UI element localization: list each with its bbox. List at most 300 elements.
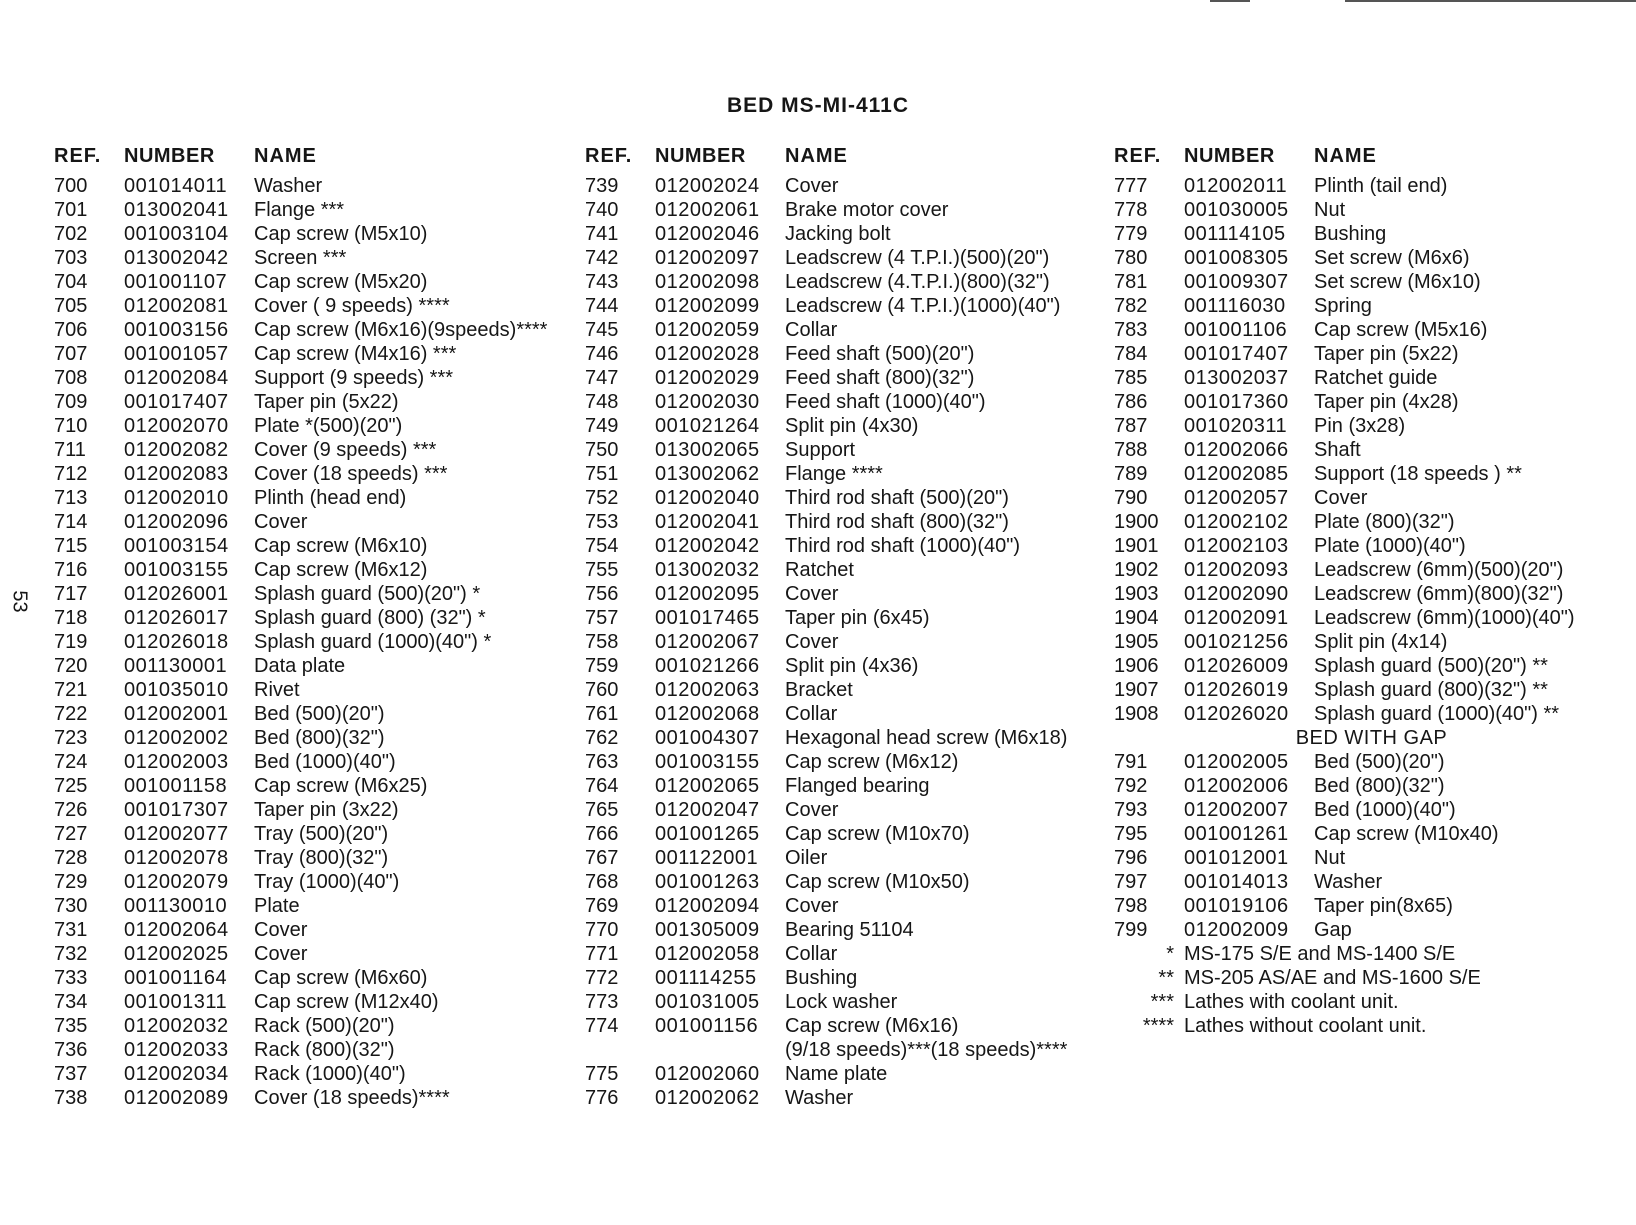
table-row [585, 510, 1095, 534]
table-row [585, 1038, 1095, 1062]
part-name: Tray (1000)(40") [254, 871, 400, 893]
part-ref: 796 [1114, 847, 1148, 869]
table-row [1114, 678, 1629, 702]
part-name: Taper pin (6x45) [785, 607, 930, 629]
part-number: 012026001 [124, 583, 229, 605]
part-number: 012002033 [124, 1039, 229, 1061]
part-name: Bed (800)(32") [1314, 775, 1445, 797]
part-number: 012002065 [655, 775, 760, 797]
part-name: Washer [1314, 871, 1383, 893]
part-name: Support (18 speeds ) ** [1314, 463, 1522, 485]
table-row [585, 366, 1095, 390]
part-number: 012002046 [655, 223, 760, 245]
table-row [585, 558, 1095, 582]
part-number: 012002066 [1184, 439, 1289, 461]
part-name: Cap screw (M12x40) [254, 991, 439, 1013]
part-number: 001122001 [655, 847, 759, 869]
part-number: 012002103 [1184, 535, 1289, 557]
part-number: 001305009 [655, 919, 760, 941]
part-number: 001030005 [1184, 199, 1289, 221]
part-ref: 788 [1114, 439, 1148, 461]
part-ref: 789 [1114, 463, 1148, 485]
part-number: 001116030 [1184, 295, 1286, 317]
part-number: 012002006 [1184, 775, 1289, 797]
part-name: Bed (1000)(40") [1314, 799, 1456, 821]
part-number: 001017307 [124, 799, 229, 821]
part-ref: 745 [585, 319, 619, 341]
part-ref: 750 [585, 439, 619, 461]
part-number: 012002102 [1184, 511, 1289, 533]
part-ref: 767 [585, 847, 619, 869]
part-number: 012002060 [655, 1063, 760, 1085]
part-number: 012026019 [1184, 679, 1289, 701]
table-row [1114, 702, 1629, 726]
part-number: 012002083 [124, 463, 229, 485]
part-name: Plinth (tail end) [1314, 175, 1448, 197]
part-number: 001001261 [1184, 823, 1289, 845]
part-number: 012002090 [1184, 583, 1289, 605]
part-number: 001020311 [1184, 415, 1288, 437]
part-number: 012002095 [655, 583, 760, 605]
part-name: Cap screw (M5x10) [254, 223, 428, 245]
part-name: Cap screw (M6x10) [254, 535, 428, 557]
part-ref: 733 [54, 967, 88, 989]
part-name: Jacking bolt [785, 223, 891, 245]
table-row [1114, 846, 1629, 870]
part-ref: 757 [585, 607, 619, 629]
part-ref: 1903 [1114, 583, 1159, 605]
part-name: Leadscrew (6mm)(1000)(40") [1314, 607, 1575, 629]
part-ref: 769 [585, 895, 619, 917]
table-row [54, 438, 574, 462]
part-number: 001009307 [1184, 271, 1289, 293]
part-ref: 783 [1114, 319, 1148, 341]
top-rule-left [1210, 0, 1250, 2]
part-number: 012002010 [124, 487, 229, 509]
table-row [54, 1062, 574, 1086]
part-ref: 716 [54, 559, 88, 581]
part-name: Support (9 speeds) *** [254, 367, 454, 389]
table-row [585, 1062, 1095, 1086]
table-row [585, 678, 1095, 702]
part-number: 012002005 [1184, 751, 1289, 773]
part-name: Bed (1000)(40") [254, 751, 396, 773]
part-ref: 782 [1114, 295, 1148, 317]
column-header [1114, 138, 1629, 174]
header-number: NUMBER [1184, 145, 1275, 167]
table-row [54, 702, 574, 726]
table-row [585, 246, 1095, 270]
part-name: Nut [1314, 199, 1346, 221]
part-name: Set screw (M6x6) [1314, 247, 1470, 269]
part-ref: 1907 [1114, 679, 1159, 701]
part-ref: 709 [54, 391, 88, 413]
part-name: Ratchet guide [1314, 367, 1438, 389]
part-name: Taper pin(8x65) [1314, 895, 1453, 917]
table-row [585, 870, 1095, 894]
part-name: Cover [1314, 487, 1368, 509]
table-row [1114, 822, 1629, 846]
part-number: 001017360 [1184, 391, 1289, 413]
part-name: Plate [254, 895, 300, 917]
part-number: 012002024 [655, 175, 760, 197]
part-name: (9/18 speeds)***(18 speeds)**** [785, 1039, 1068, 1061]
part-name: Name plate [785, 1063, 888, 1085]
header-number: NUMBER [124, 145, 215, 167]
part-ref: 713 [54, 487, 88, 509]
table-row [1114, 510, 1629, 534]
part-number: 012002097 [655, 247, 760, 269]
part-name: Cap screw (M4x16) *** [254, 343, 457, 365]
part-name: Set screw (M6x10) [1314, 271, 1481, 293]
part-number: 012002084 [124, 367, 229, 389]
table-row [585, 894, 1095, 918]
part-name: Splash guard (800) (32") * [254, 607, 486, 629]
part-number: 012002002 [124, 727, 229, 749]
table-row [585, 462, 1095, 486]
part-name: Taper pin (3x22) [254, 799, 399, 821]
part-ref: 784 [1114, 343, 1148, 365]
part-ref: 772 [585, 967, 619, 989]
footnote [1114, 966, 1629, 990]
part-name: Plinth (head end) [254, 487, 407, 509]
part-number: 001012001 [1184, 847, 1289, 869]
part-ref: 753 [585, 511, 619, 533]
header-ref: REF. [1114, 145, 1162, 167]
table-row [54, 294, 574, 318]
table-row [54, 174, 574, 198]
part-ref: 756 [585, 583, 619, 605]
part-ref: 718 [54, 607, 88, 629]
part-number: 012002089 [124, 1087, 229, 1109]
table-row [585, 822, 1095, 846]
header-name: NAME [1314, 145, 1377, 167]
part-number: 012002070 [124, 415, 229, 437]
part-number: 001001107 [124, 271, 228, 293]
part-number: 012002093 [1184, 559, 1289, 581]
part-ref: 700 [54, 175, 88, 197]
part-name: Cover [254, 511, 308, 533]
part-number: 012026020 [1184, 703, 1289, 725]
parts-column-1 [54, 138, 574, 1110]
page-number: 53 [8, 590, 31, 613]
footnote-text: MS-205 AS/AE and MS-1600 S/E [1184, 967, 1481, 989]
part-number: 012002001 [124, 703, 229, 725]
part-name: Collar [785, 319, 838, 341]
table-row [54, 798, 574, 822]
part-number: 001021256 [1184, 631, 1289, 653]
part-name: Cap screw (M6x12) [785, 751, 959, 773]
table-row [1114, 318, 1629, 342]
part-number: 001017407 [124, 391, 229, 413]
table-row [585, 582, 1095, 606]
part-name: Plate (1000)(40") [1314, 535, 1466, 557]
part-name: Cap screw (M6x25) [254, 775, 428, 797]
part-ref: 702 [54, 223, 88, 245]
table-row [1114, 198, 1629, 222]
parts-column-2 [585, 138, 1095, 1110]
part-ref: 728 [54, 847, 88, 869]
table-row [54, 630, 574, 654]
table-row [1114, 918, 1629, 942]
part-name: Feed shaft (500)(20") [785, 343, 975, 365]
part-name: Cover [254, 919, 308, 941]
part-ref: 743 [585, 271, 619, 293]
part-name: Bearing 51104 [785, 919, 914, 941]
part-name: Nut [1314, 847, 1346, 869]
part-name: Feed shaft (800)(32") [785, 367, 975, 389]
part-ref: 711 [54, 439, 86, 461]
part-ref: 723 [54, 727, 88, 749]
table-row [1114, 582, 1629, 606]
header-number: NUMBER [655, 145, 746, 167]
part-number: 012002029 [655, 367, 760, 389]
part-ref: 1901 [1114, 535, 1159, 557]
parts-list-gap [1114, 750, 1629, 942]
part-ref: 1902 [1114, 559, 1159, 581]
part-number: 012026018 [124, 631, 229, 653]
part-number: 012002034 [124, 1063, 229, 1085]
part-ref: 701 [54, 199, 88, 221]
footnote [1114, 990, 1629, 1014]
part-ref: 708 [54, 367, 88, 389]
table-row [54, 270, 574, 294]
part-ref: 705 [54, 295, 88, 317]
part-ref: 762 [585, 727, 619, 749]
part-ref: 780 [1114, 247, 1148, 269]
table-row [54, 558, 574, 582]
part-number: 012002067 [655, 631, 760, 653]
part-ref: 770 [585, 919, 619, 941]
part-name: Support [785, 439, 856, 461]
part-ref: 747 [585, 367, 619, 389]
part-name: Bushing [785, 967, 858, 989]
part-name: Taper pin (4x28) [1314, 391, 1459, 413]
part-name: Rack (1000)(40") [254, 1063, 406, 1085]
part-ref: 724 [54, 751, 88, 773]
part-number: 001114255 [655, 967, 757, 989]
part-name: Rivet [254, 679, 300, 701]
table-row [585, 342, 1095, 366]
part-ref: 761 [585, 703, 619, 725]
part-ref: 768 [585, 871, 619, 893]
footnote-text: Lathes with coolant unit. [1184, 991, 1399, 1013]
table-row [1114, 630, 1629, 654]
part-name: Spring [1314, 295, 1372, 317]
table-row [54, 606, 574, 630]
part-number: 001014011 [124, 175, 228, 197]
table-row [54, 750, 574, 774]
part-name: Collar [785, 943, 838, 965]
part-ref: 771 [585, 943, 619, 965]
part-number: 001001158 [124, 775, 228, 797]
column-header [54, 138, 574, 174]
part-number: 012002082 [124, 439, 229, 461]
part-ref: 704 [54, 271, 88, 293]
part-name: Leadscrew (6mm)(800)(32") [1314, 583, 1564, 605]
part-name: Cap screw (M10x50) [785, 871, 970, 893]
part-ref: 731 [54, 919, 88, 941]
part-ref: 722 [54, 703, 88, 725]
part-ref: 717 [54, 583, 88, 605]
part-ref: 779 [1114, 223, 1148, 245]
part-number: 012002025 [124, 943, 229, 965]
part-ref: 739 [585, 175, 619, 197]
part-ref: 721 [54, 679, 88, 701]
table-row [54, 822, 574, 846]
part-ref: 765 [585, 799, 619, 821]
table-row [1114, 366, 1629, 390]
footnote-mark: ** [1158, 967, 1174, 989]
part-number: 001021264 [655, 415, 760, 437]
part-name: Oiler [785, 847, 828, 869]
part-number: 001003155 [124, 559, 229, 581]
part-number: 012002030 [655, 391, 760, 413]
part-number: 001001156 [655, 1015, 759, 1037]
part-name: Tray (500)(20") [254, 823, 389, 845]
part-number: 012002099 [655, 295, 760, 317]
table-row [54, 462, 574, 486]
table-row [54, 486, 574, 510]
part-ref: 799 [1114, 919, 1148, 941]
part-ref: 1905 [1114, 631, 1159, 653]
part-name: Splash guard (1000)(40") ** [1314, 703, 1560, 725]
part-number: 012002068 [655, 703, 760, 725]
header-ref: REF. [54, 145, 102, 167]
part-name: Leadscrew (4 T.P.I.)(500)(20") [785, 247, 1050, 269]
part-ref: 797 [1114, 871, 1148, 893]
part-name: Flange *** [254, 199, 345, 221]
table-row [585, 942, 1095, 966]
part-name: Leadscrew (4 T.P.I.)(1000)(40") [785, 295, 1061, 317]
part-number: 001004307 [655, 727, 760, 749]
table-row [585, 486, 1095, 510]
part-number: 012002047 [655, 799, 760, 821]
part-ref: 754 [585, 535, 619, 557]
part-name: Shaft [1314, 439, 1361, 461]
part-number: 001003156 [124, 319, 229, 341]
table-row [585, 390, 1095, 414]
table-row [1114, 174, 1629, 198]
part-number: 001001164 [124, 967, 228, 989]
footnote [1114, 942, 1629, 966]
part-name: Splash guard (800)(32") ** [1314, 679, 1548, 701]
footnote-mark: *** [1150, 991, 1174, 1013]
table-row [585, 918, 1095, 942]
part-number: 012002028 [655, 343, 760, 365]
part-number: 001001263 [655, 871, 760, 893]
table-row [54, 222, 574, 246]
part-number: 001001265 [655, 823, 760, 845]
part-name: Third rod shaft (1000)(40") [785, 535, 1020, 557]
part-name: Cap screw (M10x40) [1314, 823, 1499, 845]
part-number: 001019106 [1184, 895, 1289, 917]
part-number: 001001106 [1184, 319, 1288, 341]
table-row [585, 750, 1095, 774]
part-ref: 734 [54, 991, 88, 1013]
table-row [585, 174, 1095, 198]
part-name: Cover [785, 583, 839, 605]
part-number: 012002007 [1184, 799, 1289, 821]
part-name: Flanged bearing [785, 775, 930, 797]
part-name: Cover [785, 631, 839, 653]
part-name: Data plate [254, 655, 346, 677]
part-ref: 787 [1114, 415, 1148, 437]
part-number: 001031005 [655, 991, 760, 1013]
part-name: Brake motor cover [785, 199, 949, 221]
part-name: Washer [254, 175, 323, 197]
footnote-mark: * [1166, 943, 1174, 965]
part-ref: 736 [54, 1039, 88, 1061]
part-name: Washer [785, 1087, 854, 1109]
part-ref: 741 [585, 223, 619, 245]
part-name: Cover (9 speeds) *** [254, 439, 437, 461]
part-name: Bushing [1314, 223, 1387, 245]
part-name: Bed (500)(20") [254, 703, 385, 725]
part-name: Ratchet [785, 559, 854, 581]
part-ref: 714 [54, 511, 88, 533]
part-number: 012002041 [655, 511, 760, 533]
table-row [54, 342, 574, 366]
part-number: 001035010 [124, 679, 229, 701]
table-row [54, 966, 574, 990]
part-ref: 755 [585, 559, 619, 581]
page-title: BED MS-MI-411C [726, 94, 910, 117]
part-name: Third rod shaft (500)(20") [785, 487, 1009, 509]
part-name: Cap screw (M6x12) [254, 559, 428, 581]
part-number: 001003104 [124, 223, 229, 245]
column-header [585, 138, 1095, 174]
part-number: 012002081 [124, 295, 229, 317]
part-ref: 766 [585, 823, 619, 845]
part-number: 001001311 [124, 991, 228, 1013]
table-row [54, 246, 574, 270]
part-name: Cover [254, 943, 308, 965]
part-ref: 703 [54, 247, 88, 269]
part-name: Cover (18 speeds)**** [254, 1087, 450, 1109]
part-ref: 751 [585, 463, 619, 485]
section-title-bed-with-gap: BED WITH GAP [1295, 727, 1448, 749]
part-name: Plate *(500)(20") [254, 415, 403, 437]
part-name: Cover [785, 799, 839, 821]
part-name: Cap screw (M6x16) [785, 1015, 959, 1037]
part-name: Third rod shaft (800)(32") [785, 511, 1009, 533]
part-number: 012002062 [655, 1087, 760, 1109]
part-ref: 791 [1114, 751, 1148, 773]
table-row [1114, 606, 1629, 630]
table-row [1114, 654, 1629, 678]
part-number: 012002091 [1184, 607, 1289, 629]
part-name: Splash guard (500)(20") ** [1314, 655, 1548, 677]
part-name: Cap screw (M6x60) [254, 967, 428, 989]
part-number: 012002085 [1184, 463, 1289, 485]
part-number: 012026017 [124, 607, 229, 629]
table-row [54, 1086, 574, 1110]
part-number: 012002059 [655, 319, 760, 341]
table-row [54, 894, 574, 918]
table-row [54, 726, 574, 750]
part-number: 001114105 [1184, 223, 1286, 245]
part-ref: 795 [1114, 823, 1148, 845]
table-row [1114, 414, 1629, 438]
part-number: 001017407 [1184, 343, 1289, 365]
part-name: Bed (500)(20") [1314, 751, 1445, 773]
table-row [1114, 438, 1629, 462]
part-number: 012002096 [124, 511, 229, 533]
table-row [54, 1038, 574, 1062]
part-number: 013002062 [655, 463, 760, 485]
part-ref: 732 [54, 943, 88, 965]
